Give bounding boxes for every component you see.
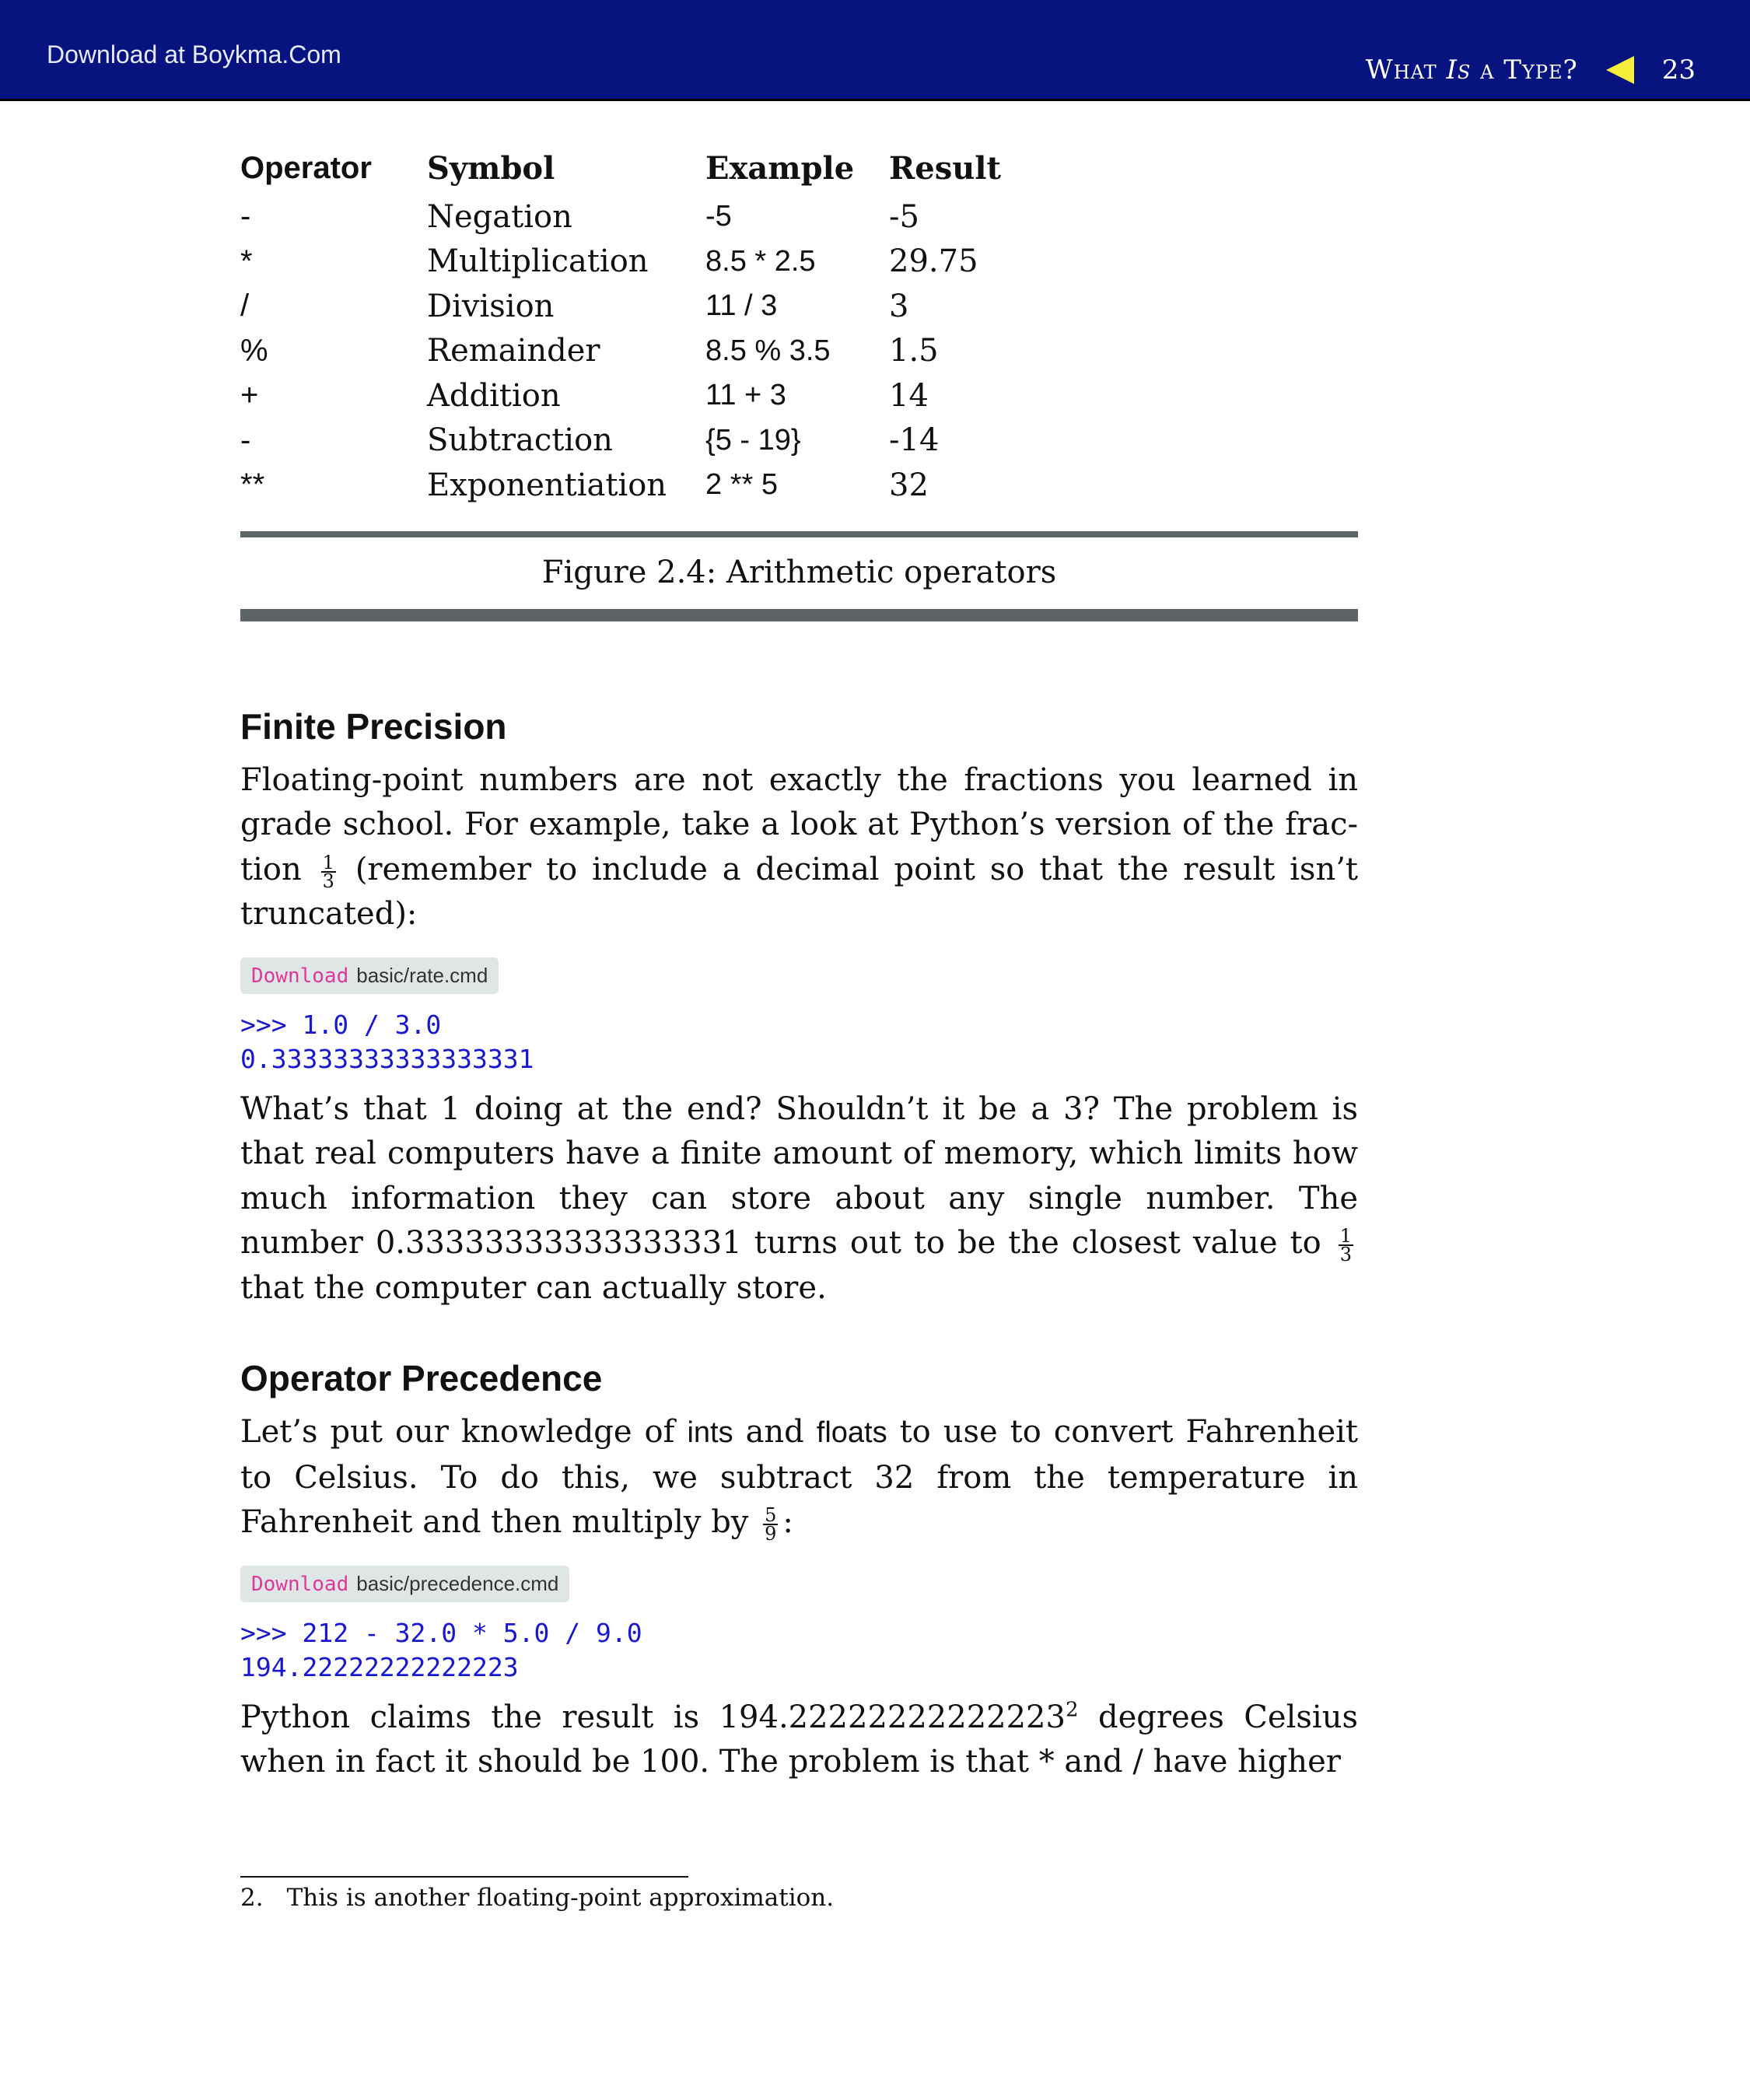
- download-code-link[interactable]: Download basic/precedence.cmd: [240, 1566, 569, 1602]
- paragraph: Let’s put our knowledge of ints and floats to use to convert Fahrenheit to Celsius. To do this, we subtract 32 from the temperature in Fahrenheit and then multiply by $\frac{5}{9}$ :: [240, 1414, 1358, 1545]
- example-cell: 2 ** 5: [705, 468, 778, 502]
- footnote-ref[interactable]: 2: [1065, 1698, 1079, 1722]
- example-cell: -5: [705, 200, 732, 233]
- result-cell: 1.5: [889, 333, 939, 369]
- operator-cell: %: [240, 333, 268, 368]
- figure-caption: Figure 2.4: Arithmetic operators: [541, 554, 1057, 590]
- back-arrow-icon[interactable]: [1606, 56, 1634, 84]
- example-cell: 8.5 * 2.5: [705, 244, 816, 278]
- result-cell: 32: [889, 467, 929, 503]
- code-block: >>> 212 - 32.0 * 5.0 / 9.0 194.22222222222223: [240, 1617, 642, 1682]
- symbol-cell: Division: [427, 288, 555, 324]
- footnote: 2. This is another floating-point approximation.: [240, 1884, 835, 1912]
- col-header-symbol: Symbol: [427, 149, 555, 187]
- table-row: [240, 240, 1045, 285]
- result-cell: -14: [889, 422, 940, 459]
- result-cell: 3: [889, 288, 909, 324]
- paragraph: Floating-point numbers are not exactly the fractions you learned in grade school. For example, take a look at Python’s version of the frac- tion $\frac{1}{3}$ (remember to include a decimal point so that the result isn’t truncated):: [240, 761, 1358, 932]
- section-heading-operator-precedence: Operator Precedence: [240, 1358, 603, 1398]
- col-header-operator: Operator: [240, 150, 372, 185]
- table-row: [240, 329, 1045, 374]
- table-row: [240, 418, 1045, 464]
- page-header: [0, 0, 1750, 101]
- example-cell: {5 - 19}: [705, 423, 801, 457]
- example-cell: 11 + 3: [705, 379, 786, 412]
- table-row: [240, 284, 1045, 329]
- result-cell: -5: [889, 198, 919, 235]
- page-content: [240, 148, 1358, 1785]
- operator-cell: -: [240, 422, 251, 457]
- chapter-title: What Is a Type?: [1365, 54, 1578, 86]
- figure-rule-top: [240, 531, 1358, 537]
- example-cell: 11 / 3: [705, 289, 778, 323]
- table-row: [240, 373, 1045, 418]
- fraction-one-third: $\frac{1}{3}$: [1339, 1225, 1352, 1265]
- symbol-cell: Addition: [427, 377, 561, 414]
- page-number: 23: [1661, 54, 1696, 86]
- paragraph: What’s that 1 doing at the end? Shouldn’t it be a 3? The problem is that real computers have a finite amount of memory, which limits how much information they can store about any single number. The number 0.33333333333333331 turns out to be the closest value to $\frac{1}{3}$ that the computer can actually store.: [240, 1090, 1358, 1306]
- fraction-five-ninths: $\frac{5}{9}$: [765, 1504, 777, 1545]
- operator-cell: /: [240, 289, 250, 324]
- section-heading-finite-precision: Finite Precision: [240, 705, 507, 747]
- symbol-cell: Negation: [427, 198, 572, 235]
- code-block: >>> 1.0 / 3.0 0.33333333333333331: [240, 1009, 534, 1074]
- operator-cell: +: [240, 378, 259, 413]
- figure-rule-bottom: [240, 609, 1358, 621]
- operators-table: [240, 148, 1045, 508]
- download-link[interactable]: Download at Boykma.Com: [47, 40, 341, 68]
- download-code-link[interactable]: Download basic/rate.cmd: [240, 957, 499, 994]
- result-cell: 14: [889, 377, 929, 414]
- fraction-one-third: $\frac{1}{3}$: [322, 851, 334, 892]
- symbol-cell: Exponentiation: [427, 467, 667, 503]
- running-head: [1366, 54, 1696, 86]
- operator-cell: -: [240, 199, 251, 234]
- col-header-example: Example: [705, 149, 855, 187]
- table-row: [240, 463, 1045, 508]
- footnote-rule: [240, 1876, 688, 1878]
- col-header-result: Result: [889, 149, 1001, 187]
- symbol-cell: Subtraction: [427, 422, 613, 459]
- operator-cell: **: [240, 467, 265, 502]
- table-row: [240, 194, 1045, 240]
- symbol-cell: Remainder: [427, 333, 600, 369]
- example-cell: 8.5 % 3.5: [705, 334, 831, 367]
- table-header-row: [240, 148, 1045, 194]
- operator-cell: *: [240, 243, 253, 278]
- paragraph: Python claims the result is 194.22222222222223$^2$ degrees Celsius when in fact it should be 100. The problem is that * and / have higher: [240, 1698, 1358, 1780]
- symbol-cell: Multiplication: [427, 243, 649, 280]
- result-cell: 29.75: [889, 243, 978, 280]
